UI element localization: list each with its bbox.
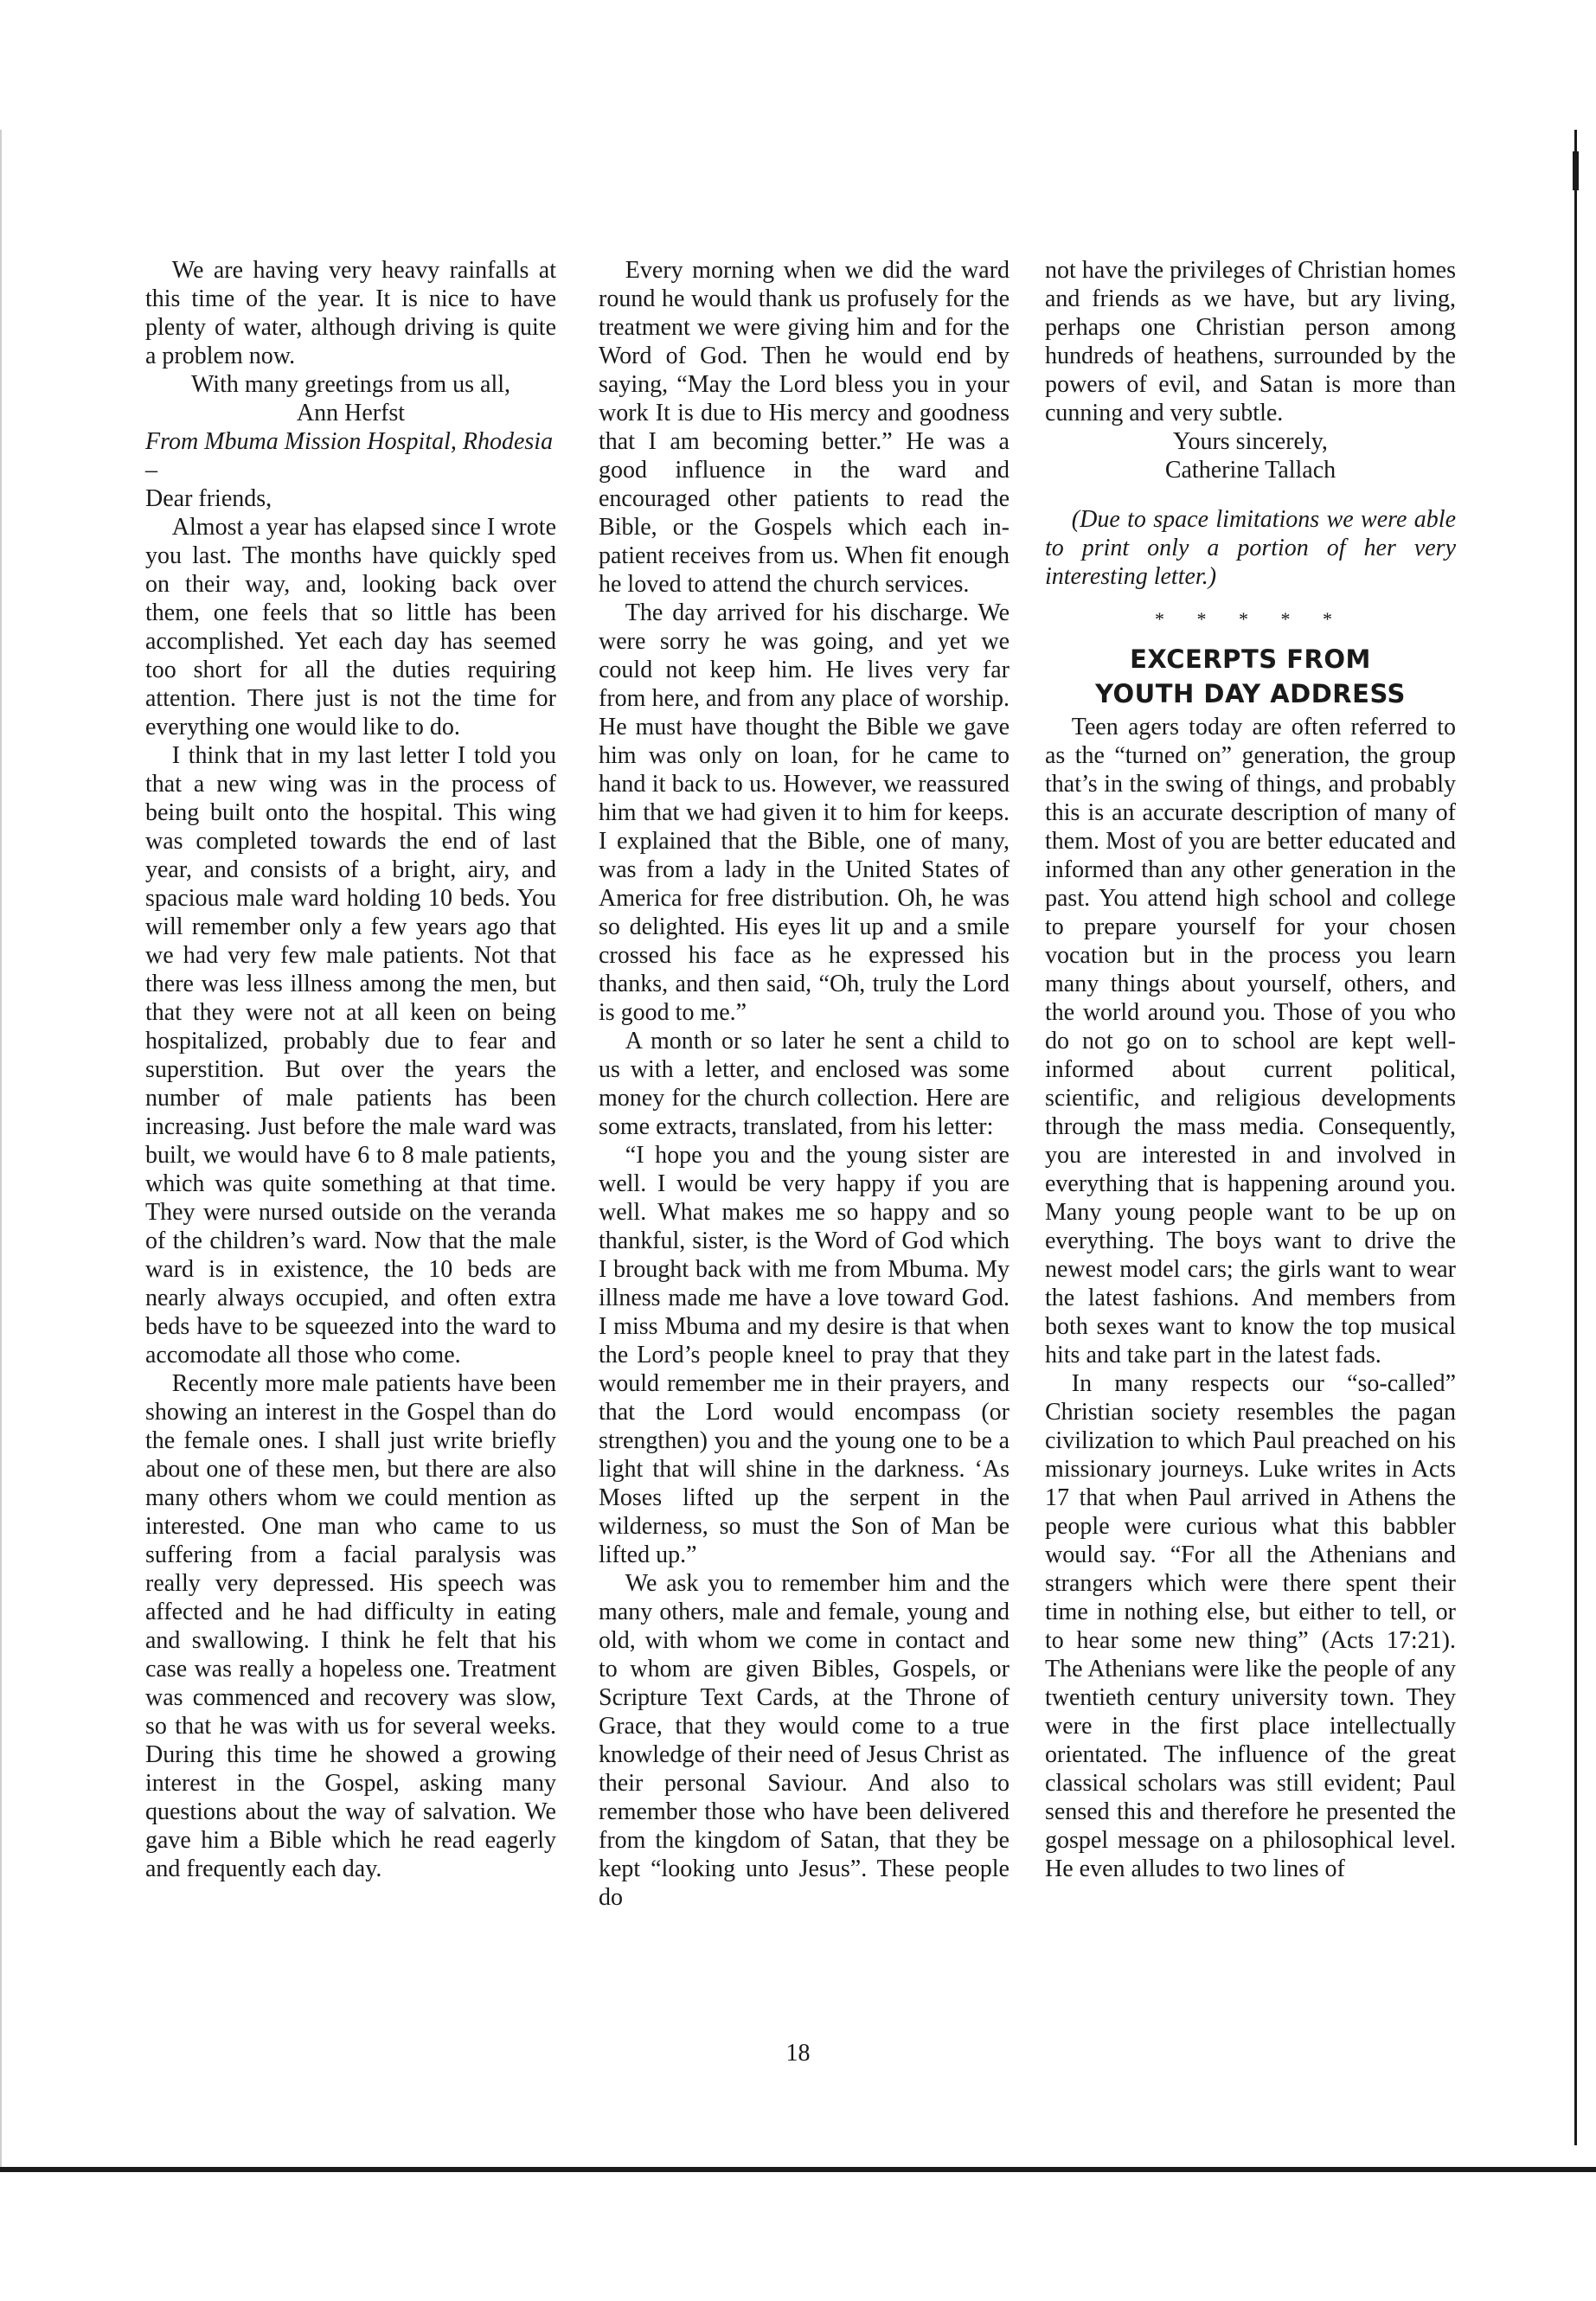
paragraph: A month or so later he sent a child to us with a letter, and enclosed was some money for the church collection. Here are some extracts, translated, from his letter: bbox=[599, 1028, 1010, 1140]
page-number: 18 bbox=[785, 2040, 811, 2067]
paragraph: Teen agers today are often referred to as the “turned on” generation, the group that’s in the swing of things, and probably this is an accurate description of many of them. Most of you are better educated and informed than any other generation in the past. You attend high school and college to prepare yourself for your chosen vocation but in the process you learn many things about yourself, others, and the world around you. Those of you who do not go on to school are kept well-informed about current political, scientific, and religious developments through the mass media. Consequently, you are interested in and involved in everything that is happening around you. Many young people want to be up on everything. The boys want to drive the newest model cars; the girls want to wear the latest fashions. And members from both sexes want to know the top musical hits and take part in the latest fads. bbox=[1045, 714, 1456, 1368]
paragraph: We ask you to remember him and the many others, male and female, young and old, with whom we come in contact and to whom are given Bibles, Gospels, or Scripture Text Cards, at the Throne of Grace, that they would come to a true knowledge of their need of Jesus Christ as their personal Saviour. And also to remember those who have been delivered from the kingdom of Satan, that they be kept “looking unto Jesus”. These people do bbox=[599, 1570, 1010, 1911]
letter-closing: Yours sincerely, bbox=[1173, 428, 1328, 455]
margin-mark bbox=[1573, 151, 1579, 190]
letter-from-line: From Mbuma Mission Hospital, Rhodesia – bbox=[145, 428, 554, 484]
section-separator: * * * * * bbox=[1155, 608, 1346, 630]
article-heading bbox=[1045, 642, 1456, 711]
paragraph: I think that in my last letter I told you that a new wing was in the process of being built onto the hospital. This wing was completed towards the end of last year, and consists of a bright, airy, and spacious male ward holding 10 beds. You will remember only a few years ago that we had very few male patients. Not that there was less illness among the men, but that they were not at all keen on being hospitalized, probably due to fear and superstition. But over the years the number of male patients has been increasing. Just before the male ward was built, we would have 6 to 8 male patients, which was quite something at that time. They were nursed outside on the veranda of the children’s ward. Now that the male ward is in existence, the 10 beds are nearly always occupied, and often extra beds have to be squeezed into the ward to accomodate all those who come. bbox=[145, 742, 556, 1368]
paragraph: Almost a year has elapsed since I wrote you last. The months have quickly sped on their way, and, looking back over them, one feels that so little has been accomplished. Yet each day has seemed too short for all the duties requiring attention. There just is not the time for everything one would like to do. bbox=[145, 514, 556, 740]
column-3 bbox=[1045, 256, 1456, 1883]
paragraph: not have the privileges of Christian homes and friends as we have, but ary living, perhaps one Christian person among hundreds of heathens, surrounded by the powers of evil, and Satan is more than cunning and very subtle. bbox=[1045, 257, 1456, 426]
letter-signature: Ann Herfst bbox=[296, 400, 406, 426]
quoted-letter: “I hope you and the young sister are well. I would be very happy if you are well. What makes me so happy and so thankful, sister, is the Word of God which I brought back with me from Mbuma. My illness made me have a love toward God. I miss Mbuma and my desire is that when the Lord’s people kneel to pray that they would remember me in their prayers, and that the Lord would encompass (or strengthen) you and the young one to be a light that will shine in the darkness. ‘As Moses lifted up the serpent in the wilderness, so must the Son of Man be lifted up.” bbox=[599, 1142, 1010, 1568]
letter-salutation: Dear friends, bbox=[145, 485, 272, 512]
column-2 bbox=[599, 256, 1010, 1912]
heading-line-2: YOUTH DAY ADDRESS bbox=[1095, 679, 1406, 708]
paragraph: The day arrived for his discharge. We were sorry he was going, and yet we could not keep him. He lives very far from here, and from any place of worship. He must have thought the Bible we gave him was only on loan, for he came to hand it back to us. However, we reassured him that we had given it to him for keeps. I explained that the Bible, one of many, was from a lady in the United States of America for free distribution. Oh, he was so delighted. His eyes lit up and a smile crossed his face as he expressed his thanks, and then said, “Oh, truly the Lord is good to me.” bbox=[599, 599, 1010, 1026]
editor-note: (Due to space limitations we were able to print only a portion of her very interesting letter.) bbox=[1045, 506, 1456, 590]
paragraph: Every morning when we did the ward round he would thank us profusely for the treatment we were giving him and for the Word of God. Then he would end by saying, “May the Lord bless you in your work It is due to His mercy and goodness that I am becoming better.” He was a good influence in the ward and encouraged other patients to read the Bible, or the Gospels which each in-patient receives from us. When fit enough he loved to attend the church services. bbox=[599, 257, 1010, 598]
heading-line-1: EXCERPTS FROM bbox=[1130, 644, 1371, 674]
paragraph: In many respects our “so-called” Christian society resembles the pagan civilization to which Paul preached on his missionary journeys. Luke writes in Acts 17 that when Paul arrived in Athens the people were curious what this babbler would say. “For all the Athenians and strangers which were there spent their time in nothing else, but either to tell, or to hear some new thing” (Acts 17:21). The Athenians were like the people of any twentieth century university town. They were in the first place intellectually orientated. The influence of the great classical scholars was still evident; Paul sensed this and therefore he presented the gospel message on a philosophical level. He even alludes to two lines of bbox=[1045, 1370, 1456, 1882]
page-edge-left bbox=[0, 130, 2, 2171]
letter-closing: With many greetings from us all, bbox=[190, 371, 511, 398]
paragraph: We are having very heavy rainfalls at this time of the year. It is nice to have plenty of water, although driving is quite a problem now. bbox=[145, 257, 556, 369]
bottom-rule bbox=[0, 2167, 1596, 2172]
page-edge-right bbox=[1574, 130, 1577, 2145]
letter-signature: Catherine Tallach bbox=[1164, 457, 1336, 484]
column-1 bbox=[145, 256, 556, 1883]
paragraph: Recently more male patients have been showing an interest in the Gospel than do the female ones. I shall just write briefly about one of these men, but there are also many others whom we could mention as interested. One man who came to us suffering from a facial paralysis was really very depressed. His speech was affected and he had difficulty in eating and swallowing. I think he felt that his case was really a hopeless one. Treatment was commenced and recovery was slow, so that he was with us for several weeks. During this time he showed a growing interest in the Gospel, asking many questions about the way of salvation. We gave him a Bible which he read eagerly and frequently each day. bbox=[145, 1370, 556, 1882]
